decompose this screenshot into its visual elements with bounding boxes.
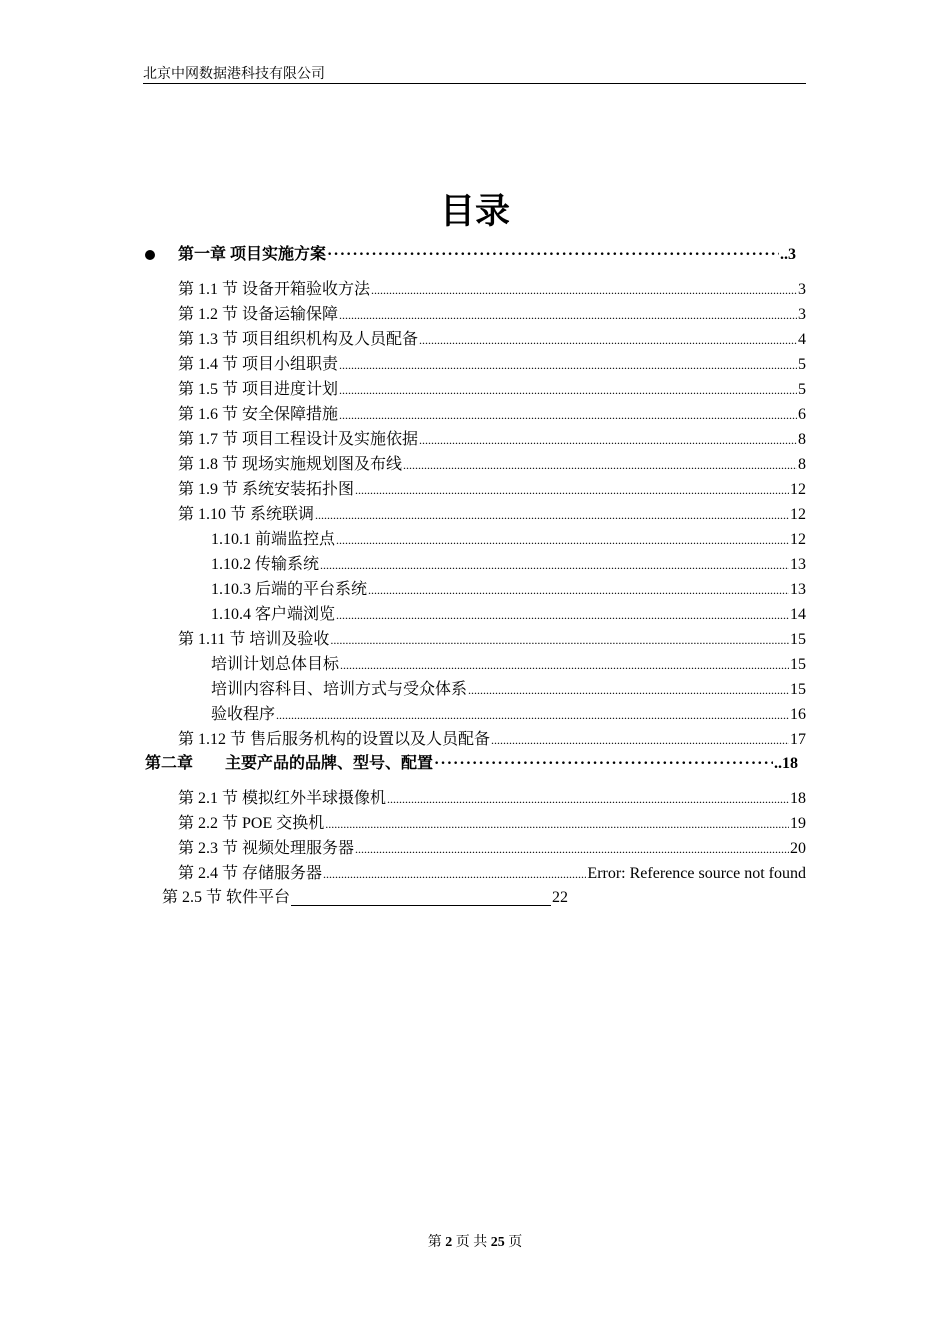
toc-label: 第 1.4 节 项目小组职责: [178, 356, 339, 373]
toc-page: 12: [790, 481, 806, 498]
footer-suffix: 页: [504, 1235, 523, 1250]
toc-label: 第 2.3 节 视频处理服务器: [178, 840, 355, 857]
toc-label: 1.10.1 前端监控点: [211, 531, 336, 548]
toc-page: 5: [798, 356, 806, 373]
toc-leader: [403, 454, 797, 476]
toc-item[interactable]: [178, 788, 806, 810]
footer-prefix: 第: [427, 1235, 446, 1250]
toc-label: 第 1.10 节 系统联调: [178, 506, 315, 523]
toc-leader: [355, 479, 789, 501]
toc-leader: [491, 729, 789, 751]
toc-label: 第二章 主要产品的品牌、型号、配置: [145, 755, 434, 772]
toc-label: 第 1.1 节 设备开箱验收方法: [178, 281, 371, 298]
toc-leader: [327, 244, 779, 266]
toc-label: 第 1.3 节 项目组织机构及人员配备: [178, 331, 419, 348]
toc-leader: [323, 863, 586, 885]
toc-subitem[interactable]: [211, 604, 806, 626]
toc-leader: [330, 629, 789, 651]
toc-page: 15: [790, 681, 806, 698]
toc-item[interactable]: [178, 504, 806, 526]
page-footer: [0, 1234, 950, 1252]
toc-page: 3: [798, 281, 806, 298]
toc-label: 第 1.6 节 安全保障措施: [178, 406, 339, 423]
toc-leader: [339, 354, 797, 376]
toc-page: ..3: [780, 246, 796, 263]
toc-page: 15: [790, 656, 806, 673]
toc-item[interactable]: [178, 304, 806, 326]
toc-page: 13: [790, 556, 806, 573]
toc-leader: [419, 429, 797, 451]
toc-page: 12: [790, 531, 806, 548]
toc-page: 15: [790, 631, 806, 648]
footer-total-pages: 25: [490, 1235, 505, 1250]
toc-label: 1.10.2 传输系统: [211, 556, 320, 573]
toc-leader: [434, 753, 773, 775]
toc-label: 第 1.5 节 项目进度计划: [178, 381, 339, 398]
toc-label: 第 1.8 节 现场实施规划图及布线: [178, 456, 403, 473]
toc-label: 第一章 项目实施方案: [178, 246, 327, 263]
toc-subitem[interactable]: [211, 679, 806, 701]
toc-label: 培训内容科目、培训方式与受众体系: [211, 681, 468, 698]
toc-page-error: Error: Reference source not found: [587, 865, 806, 882]
toc-subitem[interactable]: [211, 554, 806, 576]
toc-page: 8: [798, 456, 806, 473]
toc-label: 验收程序: [211, 706, 276, 723]
toc-page: 17: [790, 731, 806, 748]
toc-page: 14: [790, 606, 806, 623]
toc-subitem[interactable]: [211, 579, 806, 601]
toc-label: 1.10.4 客户端浏览: [211, 606, 336, 623]
toc-label: 第 1.7 节 项目工程设计及实施依据: [178, 431, 419, 448]
toc-page: 20: [790, 840, 806, 857]
toc-leader: [336, 529, 789, 551]
toc-page: 13: [790, 581, 806, 598]
toc-leader: [340, 654, 789, 676]
toc-label: 第 1.11 节 培训及验收: [178, 631, 330, 648]
toc-leader: [368, 579, 789, 601]
toc-item[interactable]: [178, 329, 806, 351]
toc-leader: [355, 838, 789, 860]
toc-leader: [419, 329, 797, 351]
toc-item[interactable]: [178, 454, 806, 476]
toc-page: 12: [790, 506, 806, 523]
toc-item[interactable]: [178, 404, 806, 426]
toc-subitem[interactable]: [211, 654, 806, 676]
toc-leader: [339, 404, 797, 426]
toc-leader: [315, 504, 789, 526]
toc-page: 3: [798, 306, 806, 323]
toc-chapter-2[interactable]: [145, 753, 798, 775]
toc-item[interactable]: [178, 838, 806, 860]
footer-middle: 页 共: [452, 1235, 491, 1250]
toc-leader: [320, 554, 789, 576]
toc-leader: [339, 379, 797, 401]
toc-page: 5: [798, 381, 806, 398]
toc-item[interactable]: [178, 813, 806, 835]
page-title: 目录: [439, 192, 510, 231]
toc-chapter-1[interactable]: [178, 244, 796, 266]
toc-leader: [468, 679, 789, 701]
company-name: 北京中网数据港科技有限公司: [143, 67, 325, 82]
toc-item[interactable]: [178, 629, 806, 651]
toc-label: 第 2.5 节 软件平台: [162, 889, 291, 906]
toc-page: 8: [798, 431, 806, 448]
toc-item[interactable]: [178, 479, 806, 501]
footer-current-page: 2: [445, 1235, 453, 1250]
toc-label: 第 2.1 节 模拟红外半球摄像机: [178, 790, 387, 807]
bullet-icon: [145, 250, 155, 260]
toc-item[interactable]: [162, 887, 568, 909]
toc-label: 培训计划总体目标: [211, 656, 340, 673]
toc-subitem[interactable]: [211, 704, 806, 726]
toc-page: 16: [790, 706, 806, 723]
toc-leader: [371, 279, 797, 301]
toc-item[interactable]: [178, 379, 806, 401]
toc-item[interactable]: [178, 863, 806, 885]
toc-leader: [339, 304, 797, 326]
toc-label: 第 2.4 节 存储服务器: [178, 865, 323, 882]
toc-page: 19: [790, 815, 806, 832]
toc-page: 22: [552, 889, 568, 906]
toc-item[interactable]: [178, 354, 806, 376]
toc-item[interactable]: [178, 729, 806, 751]
toc-page: 4: [798, 331, 806, 348]
toc-page: 18: [790, 790, 806, 807]
toc-page: ..18: [774, 755, 798, 772]
toc-item[interactable]: [178, 429, 806, 451]
toc-item[interactable]: [178, 279, 806, 301]
toc-page: 6: [798, 406, 806, 423]
toc-subitem[interactable]: [211, 529, 806, 551]
toc-leader: [276, 704, 789, 726]
toc-label: 第 2.2 节 POE 交换机: [178, 815, 325, 832]
toc-leader: [325, 813, 789, 835]
toc-leader-underline: [291, 891, 551, 906]
toc-label: 第 1.9 节 系统安装拓扑图: [178, 481, 355, 498]
toc-label: 第 1.12 节 售后服务机构的设置以及人员配备: [178, 731, 491, 748]
toc-label: 第 1.2 节 设备运输保障: [178, 306, 339, 323]
toc-leader: [336, 604, 789, 626]
toc-leader: [387, 788, 789, 810]
toc-label: 1.10.3 后端的平台系统: [211, 581, 368, 598]
